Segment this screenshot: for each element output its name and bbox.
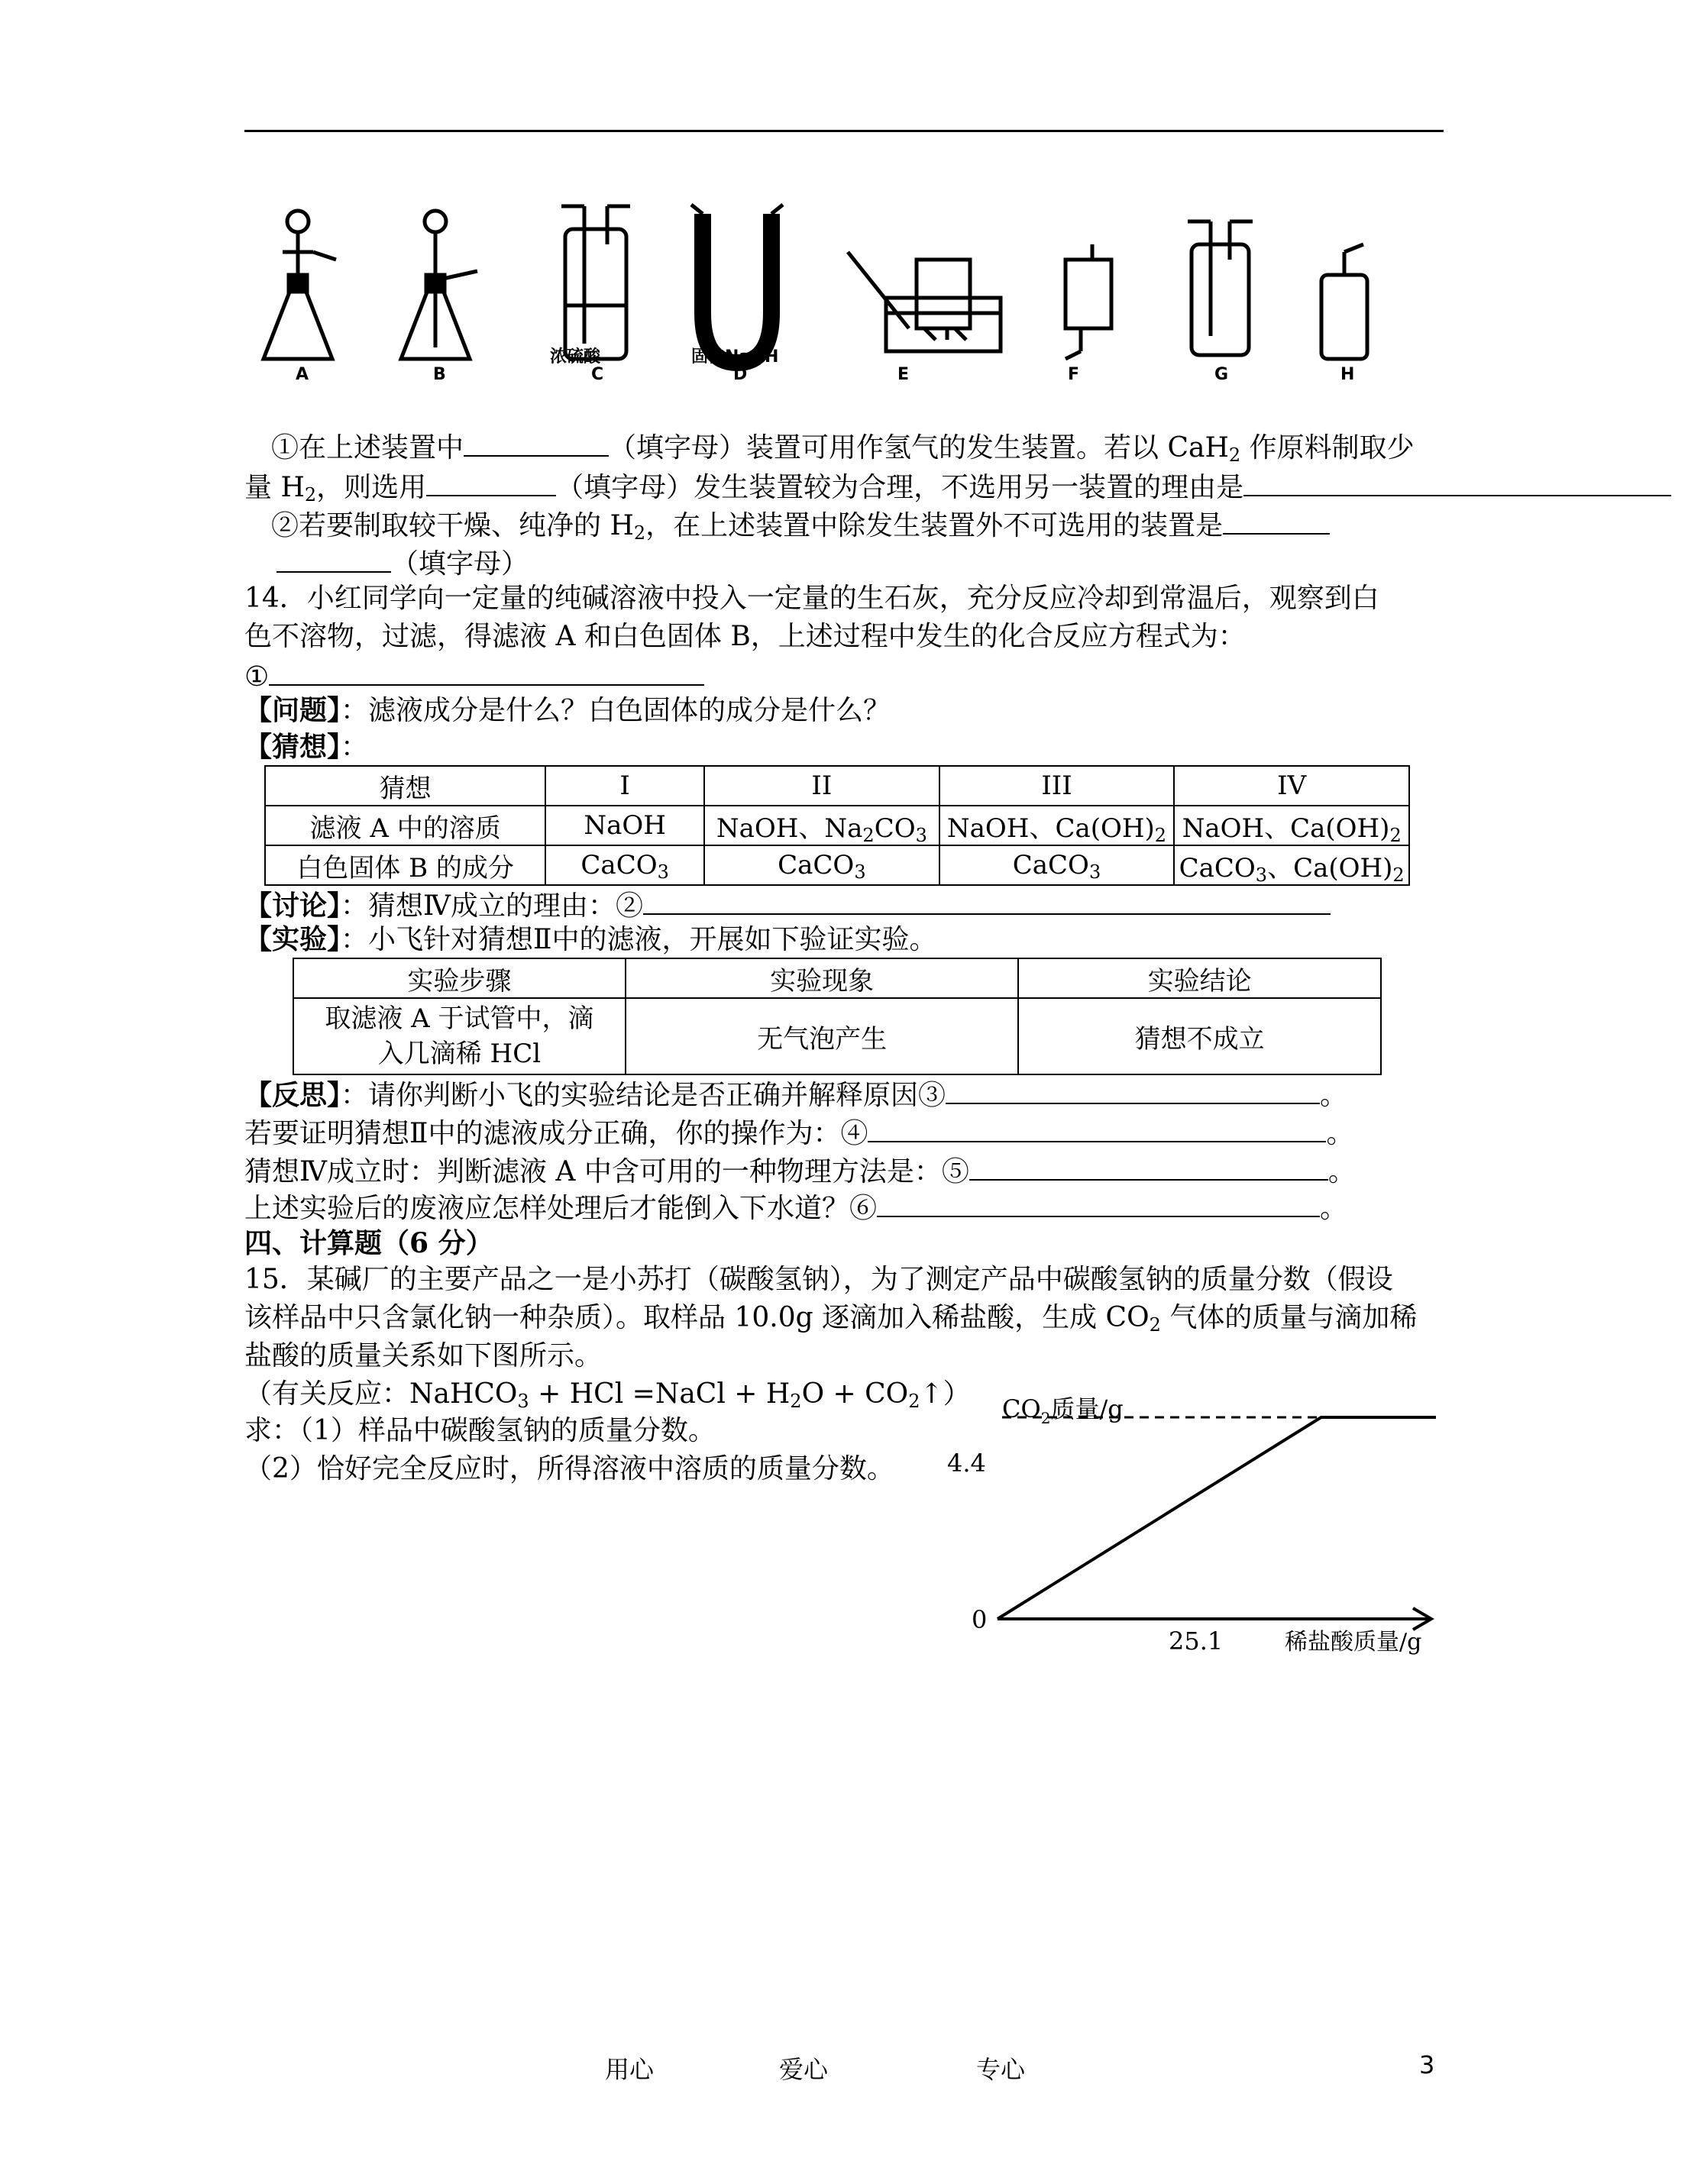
guess-row2-label: 白色固体 B 的成分 [265,845,545,885]
guess-header-0: 猜想 [265,766,545,806]
q15-line1: 15．某碱厂的主要产品之一是小苏打（碳酸氢钠），为了测定产品中碳酸氢钠的质量分数（假设 [244,1264,1393,1295]
apparatus-f-icon [1066,244,1111,359]
q14-line3: ① [244,657,704,694]
footer-text-1: 用心 [605,2055,655,2084]
q14-waste: 上述实验后的废液应怎样处理后才能倒入下水道？⑥ 。 [244,1188,1347,1226]
footer-text-2: 爱心 [779,2055,829,2084]
apparatus-h-icon [1321,244,1367,359]
guess-row2-cell1: CaCO$_3$ [545,845,704,885]
q13-line1: ①在上述装置中 （填字母）装置可用作氢气的发生装置。若以 CaH$_2$ 作原料制取少 [271,428,1415,465]
guess-table [264,765,1410,886]
apparatus-label-d: D [733,365,748,384]
apparatus-a-icon [264,211,336,359]
page-number: 3 [1419,2050,1435,2079]
guess-row2-cell2: CaCO$_3$ [704,845,939,885]
guess-row1-cell4: NaOH、$Ca(OH)_2$ [1174,806,1409,845]
q14-experiment: 【实验】：小飞针对猜想Ⅱ中的滤液，开展如下验证实验。 [244,923,937,955]
guess-row2-cell4: CaCO$_3$、$Ca(OH)_2$ [1174,845,1409,885]
guess-row1-cell2: NaOH、$Na_2CO_3$ [704,806,939,845]
exp-header-1: 实验现象 [626,958,1019,998]
chart-ylabel: $CO_2$质量/g [1002,1394,1124,1427]
q15-ask1: 求：（1）样品中碳酸氢钠的质量分数。 [244,1415,716,1446]
exp-header-0: 实验步骤 [293,958,626,998]
apparatus-g-icon [1188,221,1253,355]
apparatus-c-text: 浓硫酸 [550,347,601,367]
apparatus-label-c: C [591,365,604,384]
chart-xlabel: 稀盐酸质量/g [1285,1629,1422,1656]
section-4-title: 四、计算题（6 分） [244,1227,493,1259]
co2-chart [917,1382,1451,1672]
q14-physical: 猜想Ⅳ成立时：判断滤液 A 中含可用的一种物理方法是：⑤ 。 [244,1152,1356,1189]
chart-x-tick: 25.1 [1169,1627,1224,1656]
apparatus-c-icon [561,206,630,359]
guess-header-2: II [704,766,939,806]
q15-line2: 该样品中只含氯化钠一种杂质）。取样品 10.0g 逐滴加入稀盐酸，生成 $CO_2$ 气体的质量与滴加稀 [244,1302,1418,1336]
q13-line3: ②若要制取较干燥、纯净的 $H_2$，在上述装置中除发生装置外不可选用的装置是 [271,506,1330,543]
q14-line1: 14．小红同学向一定量的纯碱溶液中投入一定量的生石灰，充分反应冷却到常温后，观察到白 [244,583,1379,614]
q14-prove: 若要证明猜想Ⅱ中的滤液成分正确，你的操作为：④ 。 [244,1113,1354,1151]
chart-y-tick: 4.4 [947,1449,986,1478]
exp-conclusion: 猜想不成立 [1018,998,1381,1074]
guess-header-3: III [939,766,1175,806]
q14-reflect: 【反思】：请你判断小飞的实验结论是否正确并解释原因③ 。 [244,1075,1347,1113]
exp-phenomenon: 无气泡产生 [626,998,1019,1074]
q13-line4: （填字母） [276,544,529,581]
q14-question: 【问题】：滤液成分是什么？白色固体的成分是什么？ [244,694,891,726]
chart-series-line [998,1417,1436,1619]
guess-header-1: I [545,766,704,806]
q14-guess: 【猜想】： [244,731,369,763]
apparatus-b-icon [401,211,477,359]
q14-discuss: 【讨论】：猜想Ⅳ成立的理由：② [244,886,1331,923]
header-rule [244,130,1444,132]
exp-header-2: 实验结论 [1018,958,1381,998]
apparatus-label-a: A [296,365,309,384]
apparatus-e-icon [848,252,1001,351]
q15-ask2: （2）恰好完全反应时，所得溶液中溶质的质量分数。 [244,1453,894,1485]
apparatus-d-text: 固体NaOH [691,347,779,367]
chart-origin: 0 [972,1605,988,1634]
guess-row1-cell1: NaOH [545,806,704,845]
apparatus-label-e: E [897,365,910,384]
apparatus-label-g: G [1214,365,1229,384]
q13-line2: 量 $H_2$，则选用 （填字母）发生装置较为合理，不选用另一装置的理由是 [244,467,1671,505]
guess-header-4: IV [1174,766,1409,806]
apparatus-label-f: F [1068,365,1080,384]
guess-row2-cell3: CaCO$_3$ [939,845,1175,885]
apparatus-figure [244,199,1390,389]
guess-row1-cell3: NaOH、$Ca(OH)_2$ [939,806,1175,845]
exp-step: 取滤液 A 于试管中，滴 入几滴稀 HCl [293,998,626,1074]
footer-text-3: 专心 [976,2055,1026,2084]
guess-row1-label: 滤液 A 中的溶质 [265,806,545,845]
q14-line2: 色不溶物，过滤，得滤液 A 和白色固体 B，上述过程中发生的化合反应方程式为： [244,621,1246,652]
apparatus-label-b: B [433,365,446,384]
apparatus-d-icon [691,205,783,363]
apparatus-label-h: H [1340,365,1355,384]
q15-reaction: （有关反应：NaHCO$_3$ + HCl =NaCl + $H_2O$ + $CO_2↑$） [244,1378,971,1412]
experiment-table [293,958,1382,1075]
q15-line3: 盐酸的质量关系如下图所示。 [244,1340,603,1371]
